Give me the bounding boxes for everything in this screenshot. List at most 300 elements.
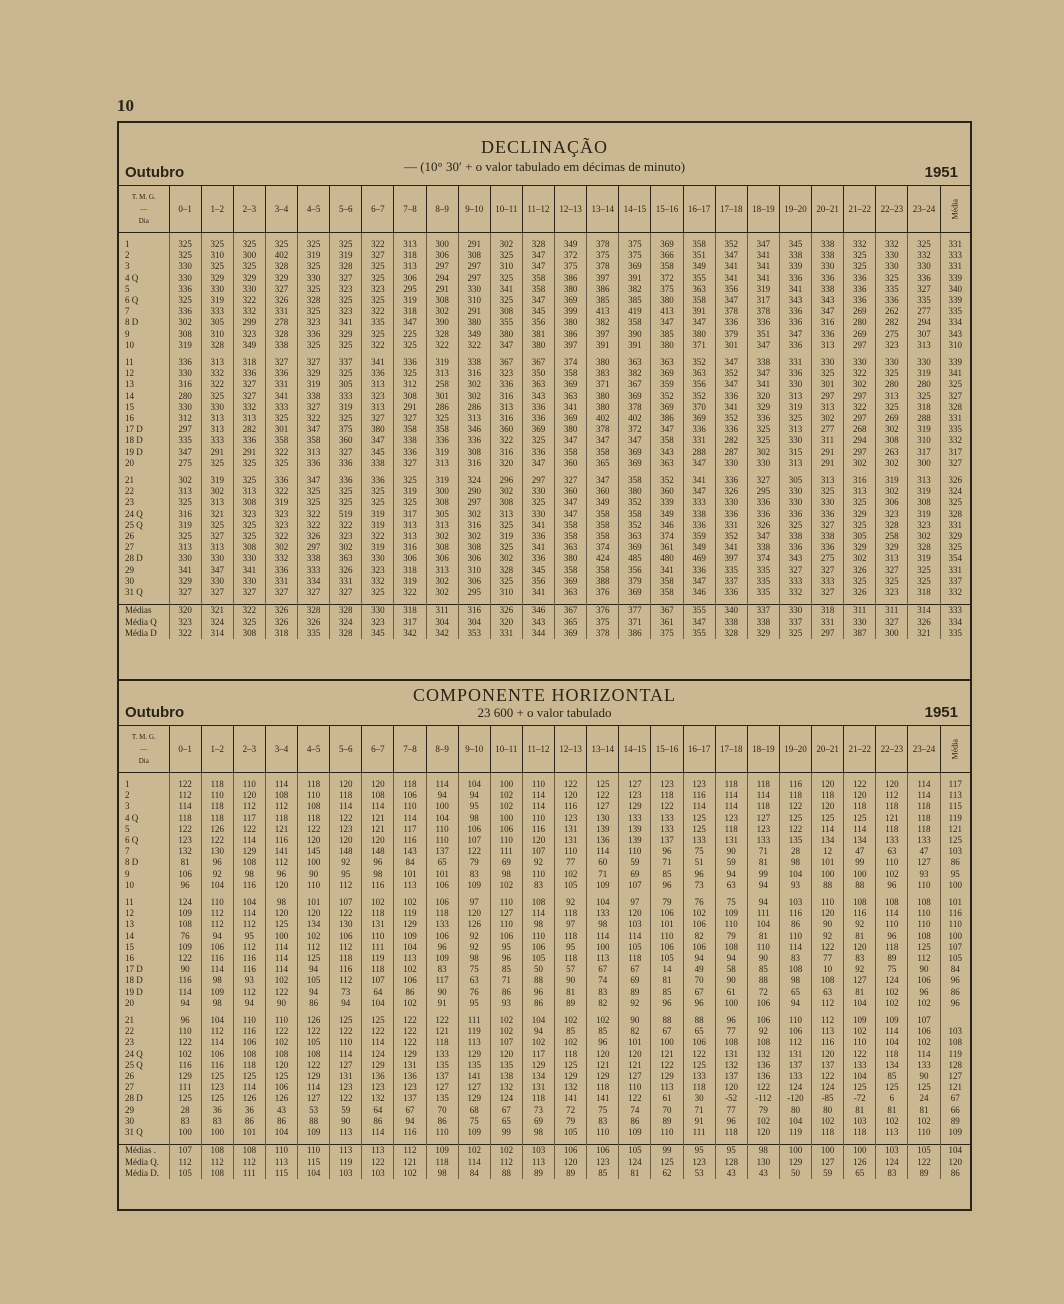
value-cell: 325: [490, 520, 522, 531]
column-header-day-text: T. M. G.: [131, 733, 156, 741]
value-cell: 330: [747, 458, 779, 469]
row-label: Média D.: [125, 1167, 159, 1178]
value-cell: 50: [522, 964, 554, 975]
value-cell: 305: [844, 531, 876, 542]
value-cell: 336: [458, 435, 490, 446]
row-label: 13: [125, 379, 134, 390]
value-cell: 132: [715, 1060, 747, 1071]
value-cell: 67: [587, 964, 619, 975]
value-cell: 112: [330, 880, 362, 891]
value-cell: 129: [555, 1071, 587, 1082]
value-cell: 88: [522, 975, 554, 986]
value-cell: 132: [169, 846, 201, 857]
value-cell: 317: [394, 617, 426, 628]
value-cell: 127: [587, 801, 619, 812]
value-cell: 311: [876, 605, 908, 617]
value-cell: 90: [298, 869, 330, 880]
value-cell: 102: [298, 931, 330, 942]
value-cell: 380: [362, 424, 394, 435]
value-cell: 323: [330, 284, 362, 295]
row-label: 21: [125, 1015, 134, 1026]
value-cell: 331: [940, 520, 970, 531]
value-cell: 347: [715, 250, 747, 261]
value-cell: 113: [812, 1026, 844, 1037]
value-cell: 121: [940, 824, 970, 835]
value-cell: 325: [908, 239, 940, 250]
declination-title: DECLINAÇÃO: [481, 137, 608, 157]
value-cell: 105: [169, 1168, 201, 1179]
value-cell: 77: [715, 1105, 747, 1116]
value-cell: 104: [522, 1015, 554, 1026]
value-cell: 81: [651, 975, 683, 986]
value-cell: 325: [330, 340, 362, 351]
value-cell: 96: [683, 998, 715, 1009]
value-cell: 360: [490, 424, 522, 435]
value-cell: 307: [908, 329, 940, 340]
value-cell: 336: [683, 565, 715, 576]
value-cell: 327: [747, 475, 779, 486]
table-row: [119, 897, 970, 908]
value-cell: 397: [715, 553, 747, 564]
value-cell: 119: [330, 1157, 362, 1168]
value-cell: 340: [715, 605, 747, 617]
value-cell: 116: [201, 1060, 233, 1071]
value-cell: 419: [619, 306, 651, 317]
value-cell: 302: [265, 542, 297, 553]
value-cell: 356: [715, 284, 747, 295]
value-cell: 102: [812, 1116, 844, 1127]
value-cell: 88: [490, 1168, 522, 1179]
value-cell: 329: [265, 273, 297, 284]
value-cell: 85: [651, 987, 683, 998]
value-cell: 381: [522, 329, 554, 340]
value-cell: 89: [876, 953, 908, 964]
value-cell: 333: [330, 391, 362, 402]
value-cell: 86: [940, 1168, 970, 1179]
value-cell: 343: [779, 295, 811, 306]
value-cell: 96: [651, 880, 683, 891]
value-cell: 125: [683, 1060, 715, 1071]
value-cell: 80: [779, 1105, 811, 1116]
value-cell: 310: [201, 250, 233, 261]
value-cell: 109: [298, 1127, 330, 1138]
value-cell: 106: [426, 931, 458, 942]
value-cell: 119: [940, 1049, 970, 1060]
value-cell: 326: [265, 605, 297, 617]
value-cell: 331: [940, 565, 970, 576]
value-cell: 102: [394, 998, 426, 1009]
value-cell: 313: [908, 475, 940, 486]
value-cell: 375: [587, 250, 619, 261]
value-cell: 109: [587, 880, 619, 891]
value-cell: 327: [908, 284, 940, 295]
value-cell: 294: [426, 273, 458, 284]
value-cell: 120: [265, 908, 297, 919]
value-cell: 129: [298, 1071, 330, 1082]
value-cell: 341: [362, 357, 394, 368]
value-cell: 322: [362, 340, 394, 351]
value-cell: 382: [587, 317, 619, 328]
value-cell: 346: [651, 520, 683, 531]
value-cell: 334: [940, 617, 970, 628]
value-cell: 89: [651, 1116, 683, 1127]
value-cell: 126: [844, 1157, 876, 1168]
value-cell: 358: [651, 587, 683, 598]
value-cell: 327: [169, 587, 201, 598]
value-cell: 325: [298, 497, 330, 508]
table-row: [119, 942, 970, 953]
value-cell: 336: [844, 284, 876, 295]
value-cell: 110: [522, 931, 554, 942]
value-cell: 90: [330, 1116, 362, 1127]
value-cell: 114: [330, 1049, 362, 1060]
value-cell: 120: [522, 835, 554, 846]
value-cell: 325: [876, 368, 908, 379]
value-cell: 101: [426, 869, 458, 880]
value-cell: 375: [619, 250, 651, 261]
value-cell: 331: [779, 357, 811, 368]
value-cell: 308: [458, 447, 490, 458]
value-cell: 325: [490, 295, 522, 306]
value-cell: 313: [362, 379, 394, 390]
value-cell: 120: [844, 942, 876, 953]
value-cell: 106: [458, 824, 490, 835]
value-cell: 96: [683, 869, 715, 880]
value-cell: 326: [298, 617, 330, 628]
value-cell: 370: [683, 402, 715, 413]
value-cell: 108: [298, 1049, 330, 1060]
value-cell: 325: [490, 250, 522, 261]
value-cell: 109: [169, 908, 201, 919]
value-cell: 327: [394, 458, 426, 469]
value-cell: 118: [201, 801, 233, 812]
value-cell: 347: [747, 531, 779, 542]
value-cell: 122: [619, 1093, 651, 1104]
value-cell: 375: [619, 239, 651, 250]
value-cell: 94: [298, 964, 330, 975]
column-header-media: Média: [940, 186, 970, 233]
value-cell: 402: [265, 250, 297, 261]
row-label: 4 Q: [125, 812, 139, 823]
value-cell: 258: [876, 531, 908, 542]
value-cell: 342: [426, 628, 458, 639]
value-cell: 340: [940, 284, 970, 295]
value-cell: 336: [330, 458, 362, 469]
value-cell: 61: [715, 987, 747, 998]
value-cell: 358: [619, 317, 651, 328]
value-cell: 310: [908, 435, 940, 446]
value-cell: 363: [619, 357, 651, 368]
value-cell: 86: [619, 1116, 651, 1127]
value-cell: 291: [812, 447, 844, 458]
row-label: Médias: [119, 605, 169, 617]
table-row: [119, 813, 970, 824]
value-cell: 347: [298, 475, 330, 486]
value-cell: 132: [490, 1082, 522, 1093]
declination-panel: [119, 123, 970, 669]
value-cell: 318: [265, 628, 297, 639]
value-cell: 323: [362, 565, 394, 576]
value-cell: 319: [747, 284, 779, 295]
value-cell: 358: [619, 475, 651, 486]
row-label: 17 D: [125, 964, 143, 975]
value-cell: 120: [265, 1060, 297, 1071]
value-cell: 338: [747, 542, 779, 553]
value-cell: 125: [362, 1015, 394, 1026]
value-cell: 127: [844, 975, 876, 986]
value-cell: 331: [940, 413, 970, 424]
value-cell: 118: [426, 1037, 458, 1048]
value-cell: 129: [587, 1071, 619, 1082]
value-cell: 102: [490, 1015, 522, 1026]
value-cell: 333: [201, 306, 233, 317]
row-label: 22: [125, 1026, 134, 1037]
value-cell: 114: [522, 790, 554, 801]
value-cell: 125: [683, 824, 715, 835]
value-cell: 110: [908, 1127, 940, 1138]
value-cell: 125: [555, 1060, 587, 1071]
value-cell: 347: [394, 317, 426, 328]
value-cell: 106: [426, 897, 458, 908]
value-cell: 96: [490, 953, 522, 964]
value-cell: 102: [844, 1026, 876, 1037]
value-cell: 137: [426, 1071, 458, 1082]
value-cell: 51: [683, 857, 715, 868]
value-cell: 313: [812, 340, 844, 351]
value-cell: 122: [362, 1157, 394, 1168]
value-cell: 119: [940, 813, 970, 824]
value-cell: 325: [362, 261, 394, 272]
value-cell: 378: [747, 306, 779, 317]
value-cell: 90: [265, 998, 297, 1009]
horizontal-component-header: [119, 681, 970, 726]
column-header-hour: 5–6: [330, 186, 362, 233]
value-cell: 120: [715, 1082, 747, 1093]
value-cell: 338: [298, 553, 330, 564]
declination-subtitle: — (10° 30′ + o valor tabulado em décimas de minuto): [403, 159, 686, 174]
row-label: 16: [125, 953, 134, 964]
value-cell: 323: [362, 617, 394, 628]
value-cell: 330: [201, 553, 233, 564]
value-cell: 121: [362, 824, 394, 835]
value-cell: 358: [555, 565, 587, 576]
value-cell: 70: [651, 1105, 683, 1116]
value-cell: 323: [362, 284, 394, 295]
value-cell: 301: [426, 391, 458, 402]
value-cell: 99: [490, 1127, 522, 1138]
value-cell: 311: [426, 605, 458, 617]
value-cell: 113: [330, 1127, 362, 1138]
row-label: 31 Q: [125, 1127, 143, 1138]
value-cell: 118: [876, 942, 908, 953]
value-cell: 369: [555, 379, 587, 390]
row-label: 10: [125, 879, 134, 890]
row-label: 3: [125, 261, 130, 272]
column-header-hour: 5–6: [330, 726, 362, 773]
value-cell: 369: [555, 295, 587, 306]
value-cell: 369: [619, 587, 651, 598]
value-cell: 114: [362, 1037, 394, 1048]
value-cell: 323: [876, 509, 908, 520]
value-cell: 108: [522, 897, 554, 908]
value-cell: 110: [490, 919, 522, 930]
row-label: 29: [125, 1104, 134, 1115]
row-label: 22: [125, 486, 134, 497]
column-header-hour: 23–24: [908, 726, 940, 773]
row-label: 21: [125, 475, 134, 486]
value-cell: 67: [490, 1105, 522, 1116]
value-cell: 313: [490, 509, 522, 520]
value-cell: 134: [812, 835, 844, 846]
table-row: [119, 317, 970, 328]
value-cell: 325: [394, 497, 426, 508]
row-label: 2: [125, 250, 130, 261]
value-cell: 122: [779, 824, 811, 835]
value-cell: 110: [201, 897, 233, 908]
value-cell: 342: [394, 628, 426, 639]
row-label: 15: [125, 401, 134, 412]
value-cell: 122: [844, 779, 876, 790]
value-cell: 83: [522, 880, 554, 891]
table-row: [119, 250, 970, 261]
value-cell: 118: [587, 1082, 619, 1093]
value-cell: 120: [362, 779, 394, 790]
value-cell: 108: [715, 1037, 747, 1048]
value-cell: 325: [201, 239, 233, 250]
value-cell: 327: [298, 587, 330, 598]
value-cell: 329: [233, 273, 265, 284]
value-cell: 102: [490, 880, 522, 891]
declination-header: [119, 123, 970, 186]
value-cell: 336: [233, 435, 265, 446]
value-cell: 110: [330, 1037, 362, 1048]
row-label: 25 Q: [125, 1059, 143, 1070]
value-cell: 89: [940, 1116, 970, 1127]
value-cell: 375: [555, 261, 587, 272]
value-cell: 275: [812, 553, 844, 564]
value-cell: 79: [458, 857, 490, 868]
value-cell: 94: [747, 880, 779, 891]
value-cell: 85: [490, 964, 522, 975]
value-cell: 120: [490, 1049, 522, 1060]
value-cell: 320: [490, 617, 522, 628]
table-row: [119, 295, 970, 306]
value-cell: 89: [522, 1168, 554, 1179]
value-cell: 106: [555, 1145, 587, 1157]
value-cell: 347: [555, 509, 587, 520]
value-cell: 104: [747, 919, 779, 930]
value-cell: 63: [458, 975, 490, 986]
column-header-hour: 12–13: [555, 186, 587, 233]
value-cell: 336: [522, 553, 554, 564]
value-cell: 114: [587, 846, 619, 857]
column-header-day-text: Dia: [138, 217, 149, 225]
value-cell: 105: [555, 880, 587, 891]
value-cell: 105: [555, 1127, 587, 1138]
value-cell: 363: [522, 379, 554, 390]
value-cell: 322: [169, 628, 201, 639]
value-cell: 125: [940, 835, 970, 846]
value-cell: 118: [298, 779, 330, 790]
value-cell: 316: [844, 475, 876, 486]
column-header-hour: 11–12: [522, 186, 554, 233]
value-cell: 122: [265, 987, 297, 998]
value-cell: 380: [651, 295, 683, 306]
value-cell: 378: [587, 628, 619, 639]
header-row: [119, 186, 970, 233]
value-cell: 96: [265, 869, 297, 880]
value-cell: 114: [169, 801, 201, 812]
value-cell: 363: [330, 553, 362, 564]
value-cell: 330: [169, 553, 201, 564]
value-cell: 319: [298, 250, 330, 261]
value-cell: 96: [940, 975, 970, 986]
value-cell: 336: [779, 340, 811, 351]
table-row: [119, 587, 970, 598]
value-cell: 108: [844, 897, 876, 908]
row-label: 31 Q: [125, 587, 143, 598]
table-row: [119, 329, 970, 340]
value-cell: 313: [201, 424, 233, 435]
value-cell: 325: [779, 628, 811, 639]
value-cell: 102: [555, 869, 587, 880]
value-cell: 341: [169, 565, 201, 576]
value-cell: 137: [394, 1093, 426, 1104]
value-cell: 57: [555, 964, 587, 975]
value-cell: 125: [651, 1157, 683, 1168]
value-cell: 93: [490, 998, 522, 1009]
value-cell: 125: [908, 942, 940, 953]
table-row: [119, 975, 970, 986]
column-header-media: Média: [940, 726, 970, 773]
value-cell: 96: [651, 998, 683, 1009]
value-cell: 304: [426, 617, 458, 628]
value-cell: 336: [522, 447, 554, 458]
value-cell: 330: [844, 617, 876, 628]
value-cell: 145: [298, 846, 330, 857]
value-cell: 295: [394, 284, 426, 295]
value-cell: 83: [779, 953, 811, 964]
value-cell: 84: [458, 1168, 490, 1179]
value-cell: 366: [651, 250, 683, 261]
value-cell: 325: [490, 273, 522, 284]
value-cell: 363: [555, 542, 587, 553]
table-row: [119, 565, 970, 576]
value-cell: 313: [201, 542, 233, 553]
value-cell: 125: [169, 1093, 201, 1104]
value-cell: 106: [265, 1082, 297, 1093]
value-cell: 106: [426, 880, 458, 891]
value-cell: 112: [779, 1037, 811, 1048]
value-cell: 325: [233, 617, 265, 628]
value-cell: 136: [747, 1060, 779, 1071]
value-cell: 136: [747, 1071, 779, 1082]
table-row: [119, 1015, 970, 1026]
value-cell: 330: [908, 357, 940, 368]
value-cell: 112: [265, 801, 297, 812]
value-cell: 133: [844, 1060, 876, 1071]
value-cell: 338: [747, 617, 779, 628]
value-cell: 104: [844, 998, 876, 1009]
value-cell: 108: [876, 897, 908, 908]
value-cell: 277: [908, 306, 940, 317]
value-cell: 100: [779, 1145, 811, 1157]
column-header-hour: 11–12: [522, 726, 554, 773]
value-cell: 338: [779, 531, 811, 542]
value-cell: 313: [426, 520, 458, 531]
value-cell: 129: [619, 801, 651, 812]
value-cell: 104: [779, 869, 811, 880]
